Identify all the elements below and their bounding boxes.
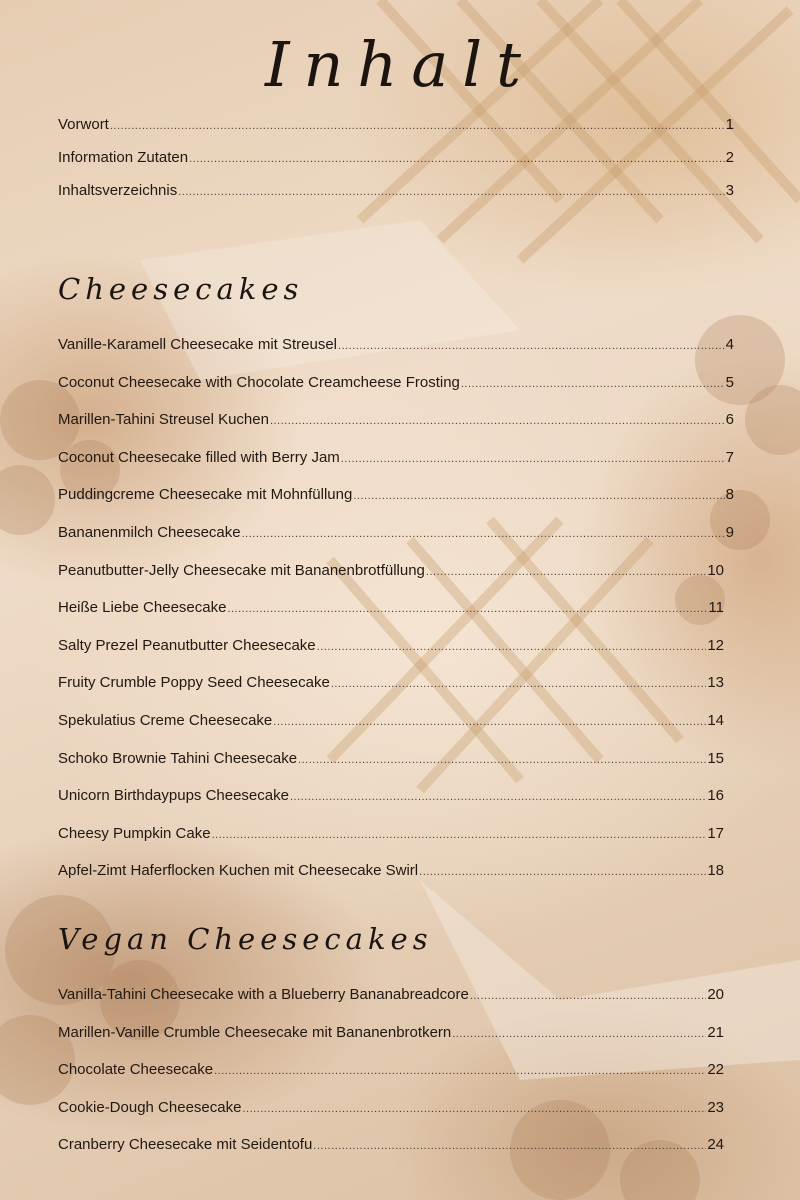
entry-label: Fruity Crumble Poppy Seed Cheesecake — [58, 674, 330, 692]
entry-label: Information Zutaten — [58, 149, 189, 166]
dot-leader — [298, 754, 706, 766]
entry-page: 2 — [725, 149, 734, 166]
dot-leader — [273, 716, 706, 728]
toc-entry[interactable] — [58, 336, 734, 374]
dot-leader — [313, 1140, 706, 1152]
entry-label: Coconut Cheesecake with Chocolate Creamcheese Frosting — [58, 373, 460, 391]
entry-label: Salty Prezel Peanutbutter Cheesecake — [58, 636, 316, 654]
entry-label: Marillen-Vanille Crumble Cheesecake mit Bananenbrotkern — [58, 1023, 452, 1041]
entry-page: 4 — [725, 336, 734, 353]
toc-entry[interactable] — [58, 524, 734, 562]
dot-leader — [353, 490, 724, 502]
dot-leader — [212, 829, 707, 841]
dot-leader — [242, 528, 725, 540]
entry-label: Vanilla-Tahini Cheesecake with a Blueberry Bananabreadcore — [58, 986, 469, 1003]
dot-leader — [214, 1065, 706, 1077]
section-heading-vegan-cheesecakes: Vegan Cheesecakes — [58, 922, 433, 956]
entry-page: 3 — [725, 182, 734, 199]
dot-leader — [270, 415, 725, 427]
entry-page: 7 — [725, 448, 734, 466]
toc-entry[interactable] — [58, 486, 734, 524]
toc-entry[interactable] — [58, 825, 734, 863]
toc-entry[interactable] — [58, 449, 734, 487]
toc-entry[interactable] — [58, 411, 734, 449]
dot-leader — [461, 378, 725, 390]
entry-label: Inhaltsverzeichnis — [58, 182, 178, 199]
entry-page: 1 — [725, 116, 734, 133]
entry-page: 11 — [708, 599, 724, 617]
toc-entry[interactable] — [58, 182, 734, 215]
entry-label: Apfel-Zimt Haferflocken Kuchen mit Cheesecake Swirl — [58, 862, 419, 880]
entry-page: 8 — [725, 486, 734, 504]
dot-leader — [227, 603, 707, 615]
dot-leader — [470, 990, 707, 1002]
toc-entry[interactable] — [58, 149, 734, 182]
toc-entry[interactable] — [58, 374, 734, 412]
entry-label: Puddingcreme Cheesecake mit Mohnfüllung — [58, 486, 353, 504]
entry-page: 13 — [707, 674, 724, 692]
entry-page: 6 — [725, 411, 734, 429]
entry-label: Schoko Brownie Tahini Cheesecake — [58, 749, 298, 767]
dot-leader — [317, 641, 707, 653]
toc-entry[interactable] — [58, 1024, 734, 1062]
entry-page: 10 — [707, 561, 724, 579]
entry-page: 12 — [707, 636, 724, 654]
page-title: Inhalt — [264, 28, 536, 101]
dot-leader — [426, 566, 706, 578]
dot-leader — [331, 678, 707, 690]
toc-entry[interactable] — [58, 862, 734, 900]
entry-page: 20 — [707, 986, 724, 1003]
toc-entry[interactable] — [58, 1099, 734, 1137]
entry-page: 17 — [707, 824, 724, 842]
entry-page: 5 — [725, 373, 734, 391]
toc-entry[interactable] — [58, 712, 734, 750]
toc-entry[interactable] — [58, 674, 734, 712]
entry-label: Marillen-Tahini Streusel Kuchen — [58, 411, 269, 429]
entry-label: Chocolate Cheesecake — [58, 1061, 214, 1079]
toc-entry[interactable] — [58, 116, 734, 149]
entry-page: 18 — [707, 862, 724, 880]
toc-entry[interactable] — [58, 637, 734, 675]
entry-label: Cranberry Cheesecake mit Seidentofu — [58, 1136, 313, 1154]
toc-entry[interactable] — [58, 750, 734, 788]
entry-page: 21 — [707, 1023, 724, 1041]
toc-entry[interactable] — [58, 986, 734, 1024]
front-matter-list — [58, 116, 734, 215]
dot-leader — [290, 791, 706, 803]
toc-entry[interactable] — [58, 562, 734, 600]
entry-page: 22 — [707, 1061, 724, 1079]
entry-label: Vanille-Karamell Cheesecake mit Streusel — [58, 336, 338, 353]
dot-leader — [178, 186, 724, 198]
dot-leader — [242, 1103, 706, 1115]
entry-page: 23 — [707, 1098, 724, 1116]
dot-leader — [338, 340, 725, 352]
dot-leader — [189, 153, 725, 165]
entry-label: Heiße Liebe Cheesecake — [58, 599, 227, 617]
entry-page: 9 — [725, 523, 734, 541]
entry-label: Vorwort — [58, 116, 109, 133]
dot-leader — [341, 453, 725, 465]
entry-label: Spekulatius Creme Cheesecake — [58, 711, 273, 729]
dot-leader — [110, 120, 725, 132]
entry-label: Bananenmilch Cheesecake — [58, 523, 241, 541]
entry-label: Coconut Cheesecake filled with Berry Jam — [58, 448, 340, 466]
entry-label: Unicorn Birthdaypups Cheesecake — [58, 787, 289, 805]
dot-leader — [419, 866, 706, 878]
toc-entry[interactable] — [58, 1136, 734, 1174]
cheesecakes-list — [58, 336, 734, 562]
vegan-cheesecakes-list — [58, 986, 734, 1174]
cheesecakes-list-continued — [58, 562, 734, 900]
dot-leader — [452, 1028, 706, 1040]
entry-label: Peanutbutter-Jelly Cheesecake mit Bananenbrotfüllung — [58, 561, 425, 579]
entry-label: Cheesy Pumpkin Cake — [58, 824, 211, 842]
section-heading-cheesecakes: Cheesecakes — [58, 272, 304, 306]
entry-page: 24 — [707, 1136, 724, 1154]
entry-page: 16 — [707, 787, 724, 805]
toc-entry[interactable] — [58, 1061, 734, 1099]
toc-entry[interactable] — [58, 599, 734, 637]
entry-page: 15 — [707, 749, 724, 767]
entry-label: Cookie-Dough Cheesecake — [58, 1098, 242, 1116]
toc-entry[interactable] — [58, 787, 734, 825]
entry-page: 14 — [707, 711, 724, 729]
